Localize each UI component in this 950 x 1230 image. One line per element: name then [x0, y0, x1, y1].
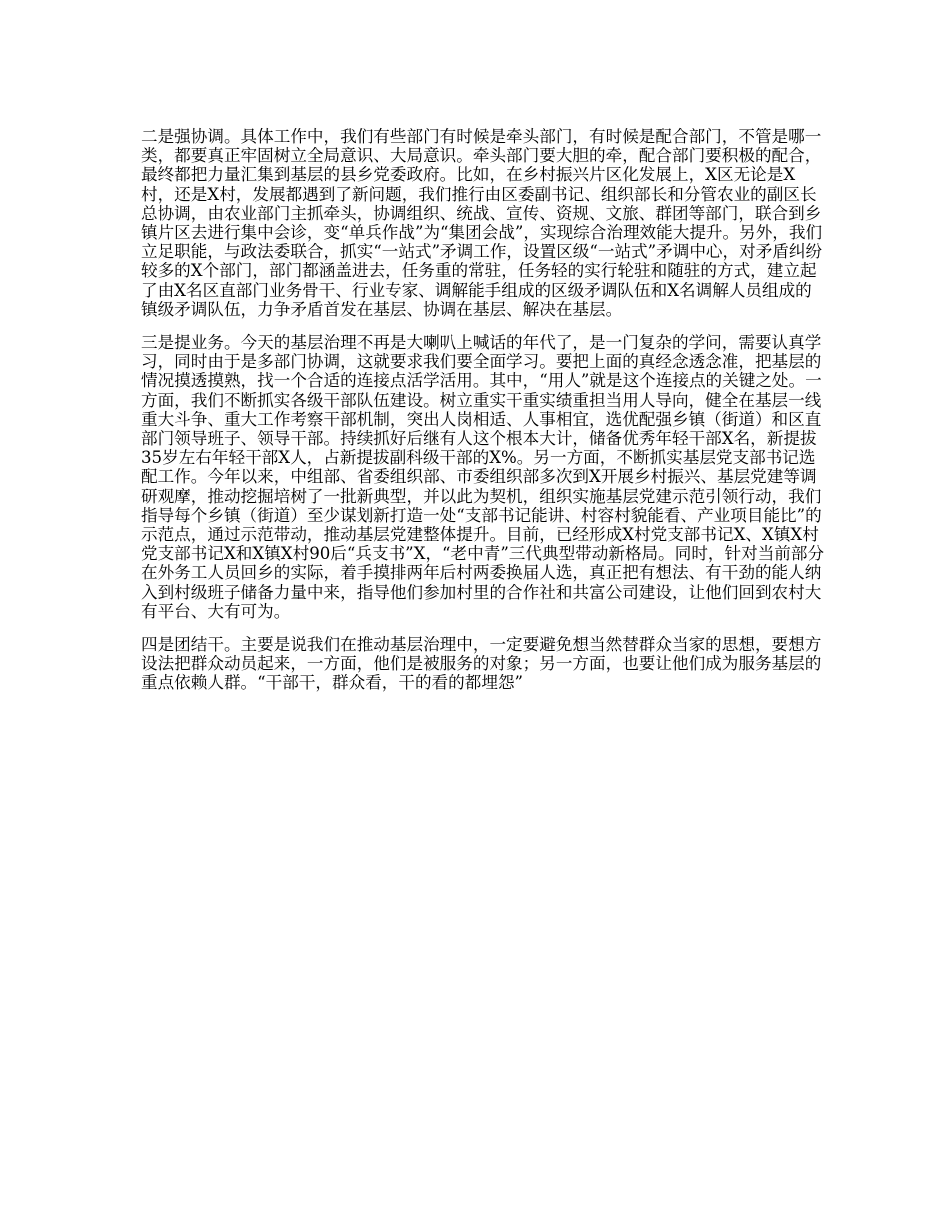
paragraph-strengthen-coordination: 二是强协调。具体工作中，我们有些部门有时候是牵头部门，有时候是配合部门，不管是哪一类，都要真正牢固树立全局意识、大局意识。牵头部门要大胆的牵，配合部门要积极的配合，最终都把力量汇集到基层的县乡党委政府。比如，在乡村振兴片区化发展上，X区无论是X村，还是X村，发展都遇到了新问题，我们推行由区委副书记、组织部长和分管农业的副区长总协调，由农业部门主抓牵头，协调组织、统战、宣传、资规、文旅、群团等部门，联合到乡镇片区去进行集中会诊，变“单兵作战”为“集团会战”，实现综合治理效能大提升。另外，我们立足职能，与政法委联合，抓实“一站式”矛调工作，设置区级“一站式”矛调中心，对矛盾纠纷较多的X个部门，部门都涵盖进去，任务重的常驻，任务轻的实行轮驻和随驻的方式，建立起了由X名区直部门业务骨干、行业专家、调解能手组成的区级矛调队伍和X名调解人员组成的镇级矛调队伍，力争矛盾首发在基层、协调在基层、解决在基层。 — [141, 127, 823, 319]
paragraph-improve-skills: 三是提业务。今天的基层治理不再是大喇叭上喊话的年代了，是一门复杂的学问，需要认真学习，同时由于是多部门协调，这就要求我们要全面学习。要把上面的真经念透念准，把基层的情况摸透摸熟，找一个合适的连接点活学活用。其中，“用人”就是这个连接点的关键之处。一方面，我们不断抓实各级干部队伍建设。树立重实干重实绩重担当用人导向，健全在基层一线重大斗争、重大工作考察干部机制，突出人岗相适、人事相宜，选优配强乡镇（街道）和区直部门领导班子、领导干部。持续抓好后继有人这个根本大计，储备优秀年轻干部X名，新提拔35岁左右年轻干部X人，占新提拔副科级干部的X%。另一方面，不断抓实基层党支部书记选配工作。今年以来，中组部、省委组织部、市委组织部多次到X开展乡村振兴、基层党建等调研观摩，推动挖掘培树了一批新典型，并以此为契机，组织实施基层党建示范引领行动，我们指导每个乡镇（街道）至少谋划新打造一处“支部书记能讲、村容村貌能看、产业项目能比”的示范点，通过示范带动，推动基层党建整体提升。目前，已经形成X村党支部书记X、X镇X村党支部书记X和X镇X村90后“兵支书”X，“老中青”三代典型带动新格局。同时，针对当前部分在外务工人员回乡的实际，着手摸排两年后村两委换届人选，真正把有想法、有干劲的能人纳入到村级班子储备力量中来，指导他们参加村里的合作社和共富公司建设，让他们回到农村大有平台、大有可为。 — [141, 333, 825, 621]
paragraph-unite-work: 四是团结干。主要是说我们在推动基层治理中，一定要避免想当然替群众当家的思想，要想方设法把群众动员起来，一方面，他们是被服务的对象；另一方面，也要让他们成为服务基层的重点依赖人群。“干部干，群众看，干的看的都埋怨” — [141, 635, 822, 693]
document-body — [141, 127, 827, 707]
